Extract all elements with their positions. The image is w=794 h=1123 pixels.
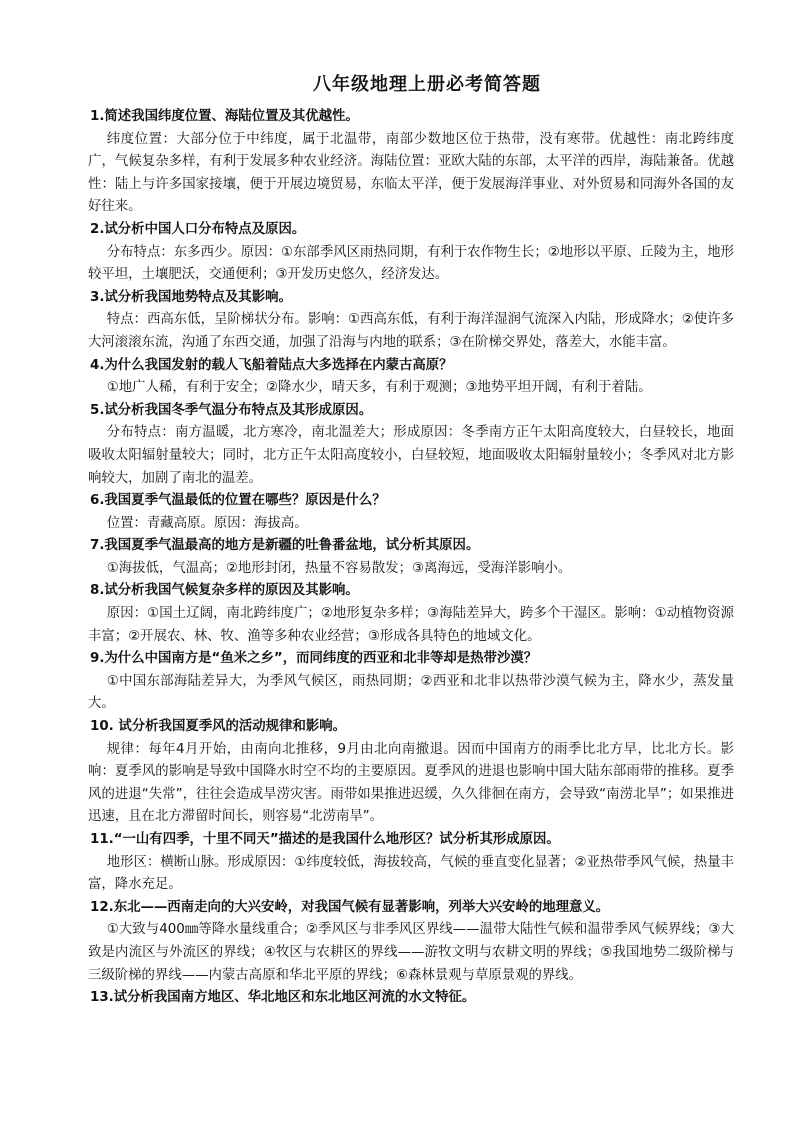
answer-7: ①海拔低，气温高；②地形封闭，热量不容易散发；③离海远，受海洋影响小。 (106, 560, 572, 576)
question-4: 4.为什么我国发射的载人飞船着陆点大多选择在内蒙古高原？ (90, 357, 453, 373)
question-8: 8.试分析我国气候复杂多样的原因及其影响。 (90, 583, 359, 599)
qa-item-8 (90, 580, 734, 648)
qa-item-13 (90, 987, 734, 1010)
question-10: 10. 试分析我国夏季风的活动规律和影响。 (90, 719, 347, 735)
answer-4: ①地广人稀，有利于安全；②降水少，晴天多，有利于观测；③地势平坦开阔，有利于着陆。 (106, 380, 652, 396)
answer-6: 位置：青藏高原。原因：海拔高。 (106, 515, 308, 531)
answer-3: 特点：西高东低，呈阶梯状分布。影响：①西高东低，有利于海洋湿润气流深入内陆，形成降水；②使许多大河滚滚东流，沟通了东西交通，加强了沿海与内地的联系；③在阶梯交界处，落差大，水能丰富。 (88, 312, 734, 350)
qa-item-6 (90, 490, 734, 535)
qa-item-12 (90, 897, 734, 987)
question-2: 2.试分析中国人口分布特点及原因。 (90, 221, 306, 237)
answer-2: 分布特点：东多西少。原因：①东部季风区雨热同期，有利于农作物生长；②地形以平原、丘陵为主，地形较平坦，土壤肥沃，交通便利；③开发历史悠久，经济发达。 (88, 244, 734, 283)
question-3: 3.试分析我国地势特点及其影响。 (90, 289, 292, 305)
question-12: 12.东北——西南走向的大兴安岭，对我国气候有显著影响，列举大兴安岭的地理意义。 (90, 899, 610, 915)
question-9: 9.为什么中国南方是“鱼米之乡”，而同纬度的西亚和北非等却是热带沙漠？ (90, 651, 538, 667)
question-11: 11.“一山有四季，十里不同天”描述的是我国什么地形区？试分析其形成原因。 (90, 832, 560, 847)
qa-item-3 (90, 287, 734, 355)
qa-item-10 (90, 716, 734, 829)
question-5: 5.试分析我国冬季气温分布特点及其形成原因。 (90, 402, 373, 418)
question-13: 13.试分析我国南方地区、华北地区和东北地区河流的水文特征。 (90, 990, 476, 1006)
question-6: 6.我国夏季气温最低的位置在哪些？原因是什么？ (90, 493, 386, 509)
answer-1: 纬度位置：大部分位于中纬度，属于北温带，南部少数地区位于热带，没有寒带。优越性：南北跨纬度广，气候复杂多样，有利于发展多种农业经济。海陆位置：亚欧大陆的东部，太平洋的西岸，海陆兼备。优越性：陆上与许多国家接壤，便于开展边境贸易，东临太平洋，便于发展海洋事业、对外贸易和同海外各国的友好往来。 (88, 131, 734, 215)
page-title: 八年级地理上册必考简答题 (313, 74, 541, 95)
qa-item-2 (90, 219, 734, 287)
question-1: 1.简述我国纬度位置、海陆位置及其优越性。 (90, 109, 359, 124)
answer-11: 地形区：横断山脉。形成原因：①纬度较低，海拔较高，气候的垂直变化显著；②亚热带季风气候，热量丰富，降水充足。 (88, 854, 734, 893)
qa-item-5 (90, 400, 734, 490)
qa-item-1 (90, 106, 734, 219)
qa-item-11 (90, 829, 734, 897)
qa-item-9 (90, 648, 734, 716)
qa-item-7 (90, 535, 734, 580)
answer-9: ①中国东部海陆差异大，为季风气候区，雨热同期；②西亚和北非以热带沙漠气候为主，降水少，蒸发量大。 (88, 673, 734, 712)
answer-5: 分布特点：南方温暖，北方寒冷，南北温差大；形成原因：冬季南方正午太阳高度较大，白昼较长，地面吸收太阳辐射量较大；同时，北方正午太阳高度较小，白昼较短，地面吸收太阳辐射量较小；冬季风对北方影响较大，加剧了南北的温差。 (88, 425, 734, 486)
question-7: 7.我国夏季气温最高的地方是新疆的吐鲁番盆地，试分析其原因。 (90, 538, 480, 554)
answer-10: 规律：每年4月开始，由南向北推移，9月由北向南撤退。因而中国南方的雨季比北方早，比北方长。影响：夏季风的影响是导致中国降水时空不均的主要原因。夏季风的进退也影响中国大陆东部雨带的推移。夏季风的进退“失常”，往往会造成旱涝灾害。雨带如果推进迟缓，久久徘徊在南方，会导致“南涝北旱”；如果推进迅速，且在北方滞留时间长，则容易“北涝南旱”。 (88, 741, 734, 825)
answer-8: 原因：①国土辽阔，南北跨纬度广；②地形复杂多样；③海陆差异大，跨多个干湿区。影响：①动植物资源丰富；②开展农、林、牧、渔等多种农业经营；③形成各具特色的地域文化。 (88, 606, 734, 644)
answer-12: ①大致与400㎜等降水量线重合；②季风区与非季风区界线——温带大陆性气候和温带季风气候界线；③大致是内流区与外流区的界线；④牧区与农耕区的界线——游牧文明与农耕文明的界线；⑤我国地势二级阶梯与三级阶梯的界线——内蒙古高原和华北平原的界线；⑥森林景观与草原景观的界线。 (88, 922, 734, 983)
qa-item-4 (90, 355, 734, 400)
